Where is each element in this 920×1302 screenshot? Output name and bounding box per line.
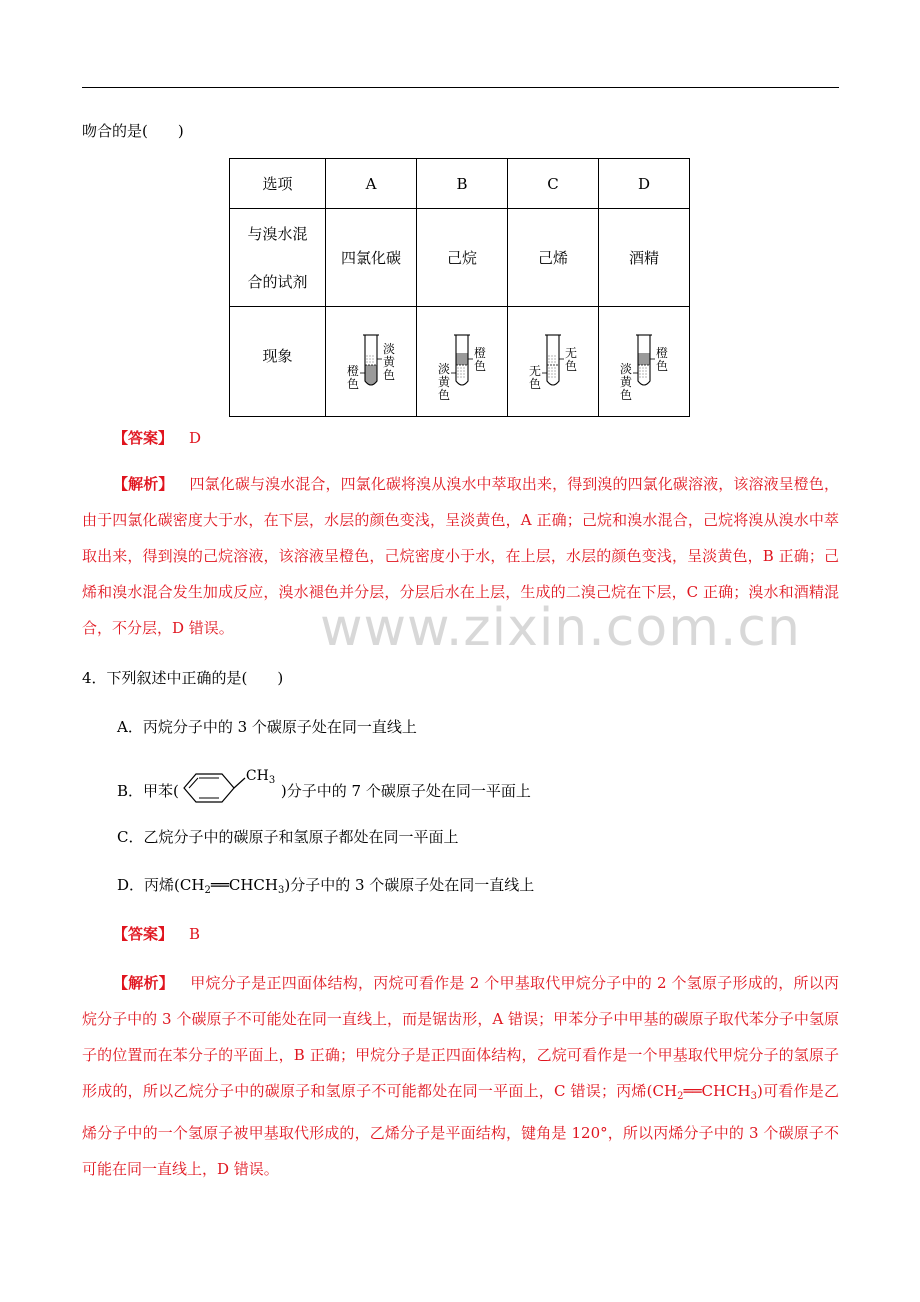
reagent-label-cell <box>230 209 326 307</box>
tube-bottom-layer-label: 淡 黄 色 <box>437 361 450 402</box>
reagent-cell: 四氯化碳 <box>326 209 417 307</box>
option-d-suffix: )分子中的 3 个碳原子处在同一直线上 <box>284 876 535 894</box>
reagent-cell: 酒精 <box>599 209 690 307</box>
table-header-row <box>230 159 690 209</box>
answer-tag: 【答案】 <box>113 925 174 943</box>
watermark: www.zixin.com.cn <box>320 598 801 658</box>
q4-option-d <box>117 874 534 896</box>
double-bond: ══ <box>683 1082 702 1100</box>
analysis-text: CHCH <box>701 1082 751 1100</box>
q4-answer-row <box>113 923 200 944</box>
tube-a <box>336 327 406 397</box>
tube-bottom-layer-label: 无 色 <box>528 363 541 391</box>
tube-b <box>427 327 497 402</box>
option-d-prefix: D．丙烯(CH <box>117 876 205 894</box>
table-reagent-row <box>230 209 690 307</box>
answer-tag: 【答案】 <box>113 429 174 447</box>
header-rule <box>82 87 839 88</box>
reagent-label-line: 与溴水混 <box>247 224 308 243</box>
reagent-label-line: 合的试剂 <box>247 272 308 291</box>
double-bond: ══ <box>210 876 229 894</box>
q4-option-c: C．乙烷分子中的碳原子和氢原子都处在同一平面上 <box>117 828 459 846</box>
options-table <box>229 158 690 417</box>
option-d-mid: CHCH <box>228 876 278 894</box>
tube-cell-a <box>326 307 417 417</box>
table-header-cell: C <box>508 159 599 209</box>
subscript: 3 <box>278 885 285 896</box>
phenomenon-label-cell: 现象 <box>230 307 326 417</box>
table-phenomenon-row <box>230 307 690 417</box>
q4-stem: 4．下列叙述中正确的是( ) <box>82 669 284 687</box>
q4-analysis <box>82 965 839 1187</box>
tube-bottom-layer-label: 橙 色 <box>346 363 359 391</box>
reagent-cell: 己烷 <box>417 209 508 307</box>
reagent-cell: 己烯 <box>508 209 599 307</box>
tube-c <box>518 327 588 397</box>
tube-d <box>609 327 679 402</box>
answer-value: D <box>189 429 202 447</box>
option-b-suffix: )分子中的 7 个碳原子处在同一平面上 <box>280 782 531 800</box>
q3-answer-row <box>113 427 201 448</box>
analysis-text: 四氯化碳与溴水混合，四氯化碳将溴从溴水中萃取出来，得到溴的四氯化碳溶液，该溶液呈橙色，由于四氯化碳密度大于水，在下层，水层的颜色变浅，呈淡黄色，A 正确；己烷和溴水混合，己烷将溴从溴水中萃取出来，得到溴的己烷溶液，该溶液呈橙色，己烷密度小于水，在上层，水层的颜色变浅，呈淡黄色，B 正确；己烯和溴水混合发生加成反应，溴水褪色并分层，分层后水在上层，生成的二溴己烷在下层，C 正确；溴水和酒精混合，不分层，D 错误。 <box>82 475 839 637</box>
tube-cell-d <box>599 307 690 417</box>
table-header-cell: D <box>599 159 690 209</box>
tube-top-layer-label: 橙 色 <box>656 345 669 373</box>
option-b-prefix: B．甲苯( <box>117 782 179 800</box>
subscript: 2 <box>677 1091 684 1102</box>
tube-top-layer-label: 橙 色 <box>474 345 487 373</box>
subscript: 2 <box>204 885 211 896</box>
table-header-cell: B <box>417 159 508 209</box>
subscript: 3 <box>750 1091 757 1102</box>
tube-top-layer-label: 淡 黄 色 <box>383 341 396 382</box>
tube-cell-c <box>508 307 599 417</box>
tube-bottom-layer-label: 淡 黄 色 <box>619 361 632 402</box>
answer-value: B <box>189 925 201 943</box>
analysis-tag: 【解析】 <box>113 475 174 493</box>
question-stem-continuation: 吻合的是( ) <box>82 122 184 140</box>
analysis-text: )可看作是乙烯分子中的一个氢原子被甲基取代形成的，乙烯分子是平面结构，键角是 120°，所以丙烯分子中的 3 个碳原子不可能在同一直线上，D 错误。 <box>82 1082 839 1178</box>
q4-option-a: A．丙烷分子中的 3 个碳原子处在同一直线上 <box>117 718 417 736</box>
table-header-cell: A <box>326 159 417 209</box>
analysis-tag: 【解析】 <box>113 974 174 992</box>
analysis-text: 丙烯(CH <box>615 1082 678 1100</box>
analysis-text: 甲烷分子是正四面体结构，丙烷可看作是 2 个甲基取代甲烷分子中的 2 个氢原子形成的，所以丙烷分子中的 3 个碳原子不可能处在同一直线上，而是锯齿形，A 错误；甲苯分子中甲基的碳原子取代苯分子中氢原子的位置而在苯分子的平面上，B 正确；甲烷分子是正四面体结构，乙烷可看作是一个甲基取代甲烷分子的氢原子形成的，所以乙烷分子中的碳原子和氢原子不可能都处在同一平面上，C 错误； <box>82 974 839 1100</box>
table-header-cell: 选项 <box>230 159 326 209</box>
toluene-structure-icon <box>179 770 281 806</box>
tube-cell-b <box>417 307 508 417</box>
q4-option-b <box>117 770 531 810</box>
methyl-label: $CH_3$ <box>245 768 276 786</box>
tube-top-layer-label: 无 色 <box>565 345 578 373</box>
